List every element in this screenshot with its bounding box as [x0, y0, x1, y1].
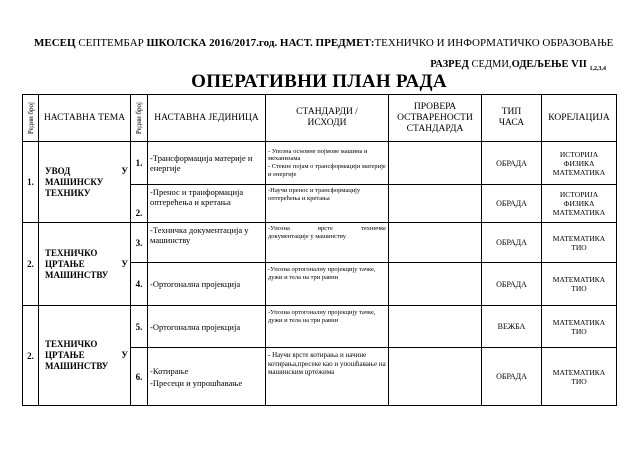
type-cell: ВЕЖБА	[482, 306, 542, 348]
correlation-cell: ИСТОРИЈА ФИЗИКА МАТЕМАТИКА	[542, 142, 617, 185]
standards-cell: -Упозна ортогоналну пројекцију тачке, дужи и тела на три равни	[266, 306, 389, 348]
type-cell: ОБРАДА	[482, 223, 542, 263]
col-header-num: Редни број	[23, 95, 39, 142]
col-header-type: ТИП ЧАСА	[482, 95, 542, 142]
check-cell	[389, 263, 482, 306]
correlation-cell: ИСТОРИЈА ФИЗИКА МАТЕМАТИКА	[542, 185, 617, 223]
check-cell	[389, 348, 482, 406]
plan-table	[22, 94, 617, 406]
month-label: МЕСЕЦ	[34, 37, 76, 49]
col-header-unit-num: Редни број	[131, 95, 148, 142]
month-value: СЕПТЕМБАР	[78, 37, 144, 49]
topic-number: 1.	[23, 142, 39, 223]
grade-label: РАЗРЕД	[430, 59, 469, 70]
standards-cell: - Упозна основне појмове машина и механизама - Стекне појам о трансформацији материје и енергије	[266, 142, 389, 185]
correlation-cell: МАТЕМАТИКА ТИО	[542, 223, 617, 263]
topic-number: 2.	[23, 306, 39, 406]
unit-cell: -Техничка документација у машинству	[148, 223, 266, 263]
check-cell	[389, 142, 482, 185]
check-cell	[389, 185, 482, 223]
table-row	[23, 306, 617, 348]
check-cell	[389, 223, 482, 263]
subject-value: ТЕХНИЧКО И ИНФОРМАТИЧКО ОБРАЗОВАЊЕ	[374, 37, 614, 49]
col-header-check: ПРОВЕРА ОСТВАРЕНОСТИ СТАНДАРДА	[389, 95, 482, 142]
standards-cell: -Научи пренос и трансформацију оптерећења и кретања	[266, 185, 389, 223]
unit-cell: -Ортогонална пројекција	[148, 263, 266, 306]
standards-cell: -Упозна врсте техничке документације у машинству	[266, 223, 389, 263]
table-header-row	[23, 95, 617, 142]
type-cell: ОБРАДА	[482, 263, 542, 306]
topic-cell: ТЕХНИЧКО ЦРТАЊЕ У МАШИНСТВУ	[39, 306, 131, 406]
unit-number: 3.	[131, 223, 148, 263]
unit-number: 6.	[131, 348, 148, 406]
class-sub: 1,2,3,4	[589, 66, 606, 73]
year-value: 2016/2017.год.	[209, 37, 278, 49]
type-cell: ОБРАДА	[482, 142, 542, 185]
correlation-cell: МАТЕМАТИКА ТИО	[542, 348, 617, 406]
page-title: ОПЕРАТИВНИ ПЛАН РАДА	[191, 71, 447, 92]
document-header	[34, 37, 613, 49]
col-header-topic: НАСТАВНА ТЕМА	[39, 95, 131, 142]
topic-cell: ТЕХНИЧКО ЦРТАЊЕ У МАШИНСТВУ	[39, 223, 131, 306]
type-cell: ОБРАДА	[482, 348, 542, 406]
check-cell	[389, 306, 482, 348]
standards-cell: -Упозна ортогоналну пројекцију тачке, дужи и тела на три равни	[266, 263, 389, 306]
correlation-cell: МАТЕМАТИКА ТИО	[542, 263, 617, 306]
unit-number: 5.	[131, 306, 148, 348]
unit-cell: -Ортогонална пројекција	[148, 306, 266, 348]
unit-cell: -Котирање -Пресеци и упрошћавање	[148, 348, 266, 406]
unit-number: 2.	[131, 185, 148, 223]
unit-number: 1.	[131, 142, 148, 185]
topic-number: 2.	[23, 223, 39, 306]
unit-cell: -Трансформација материје и енергије	[148, 142, 266, 185]
unit-number: 4.	[131, 263, 148, 306]
type-cell: ОБРАДА	[482, 185, 542, 223]
table-row	[23, 142, 617, 185]
table-row	[23, 223, 617, 263]
standards-cell: - Научи врсте котирања и начине котирања,пресеке као и упошћавање на машинским цртежима	[266, 348, 389, 406]
grade-value: СЕДМИ,	[471, 59, 512, 70]
col-header-correlation: КОРЕЛАЦИЈА	[542, 95, 617, 142]
subject-label: НАСТ. ПРЕДМЕТ:	[279, 37, 375, 49]
year-label: ШКОЛСКА	[146, 37, 207, 49]
col-header-standards: СТАНДАРДИ / ИСХОДИ	[266, 95, 389, 142]
unit-cell: -Пренос и транформација оптерећења и кретања	[148, 185, 266, 223]
class-label: ОДЕЉЕЊЕ VII	[511, 59, 587, 70]
col-header-unit: НАСТАВНА ЈЕДИНИЦА	[148, 95, 266, 142]
topic-cell: УВОД У МАШИНСКУ ТЕХНИКУ	[39, 142, 131, 223]
correlation-cell: МАТЕМАТИКА ТИО	[542, 306, 617, 348]
